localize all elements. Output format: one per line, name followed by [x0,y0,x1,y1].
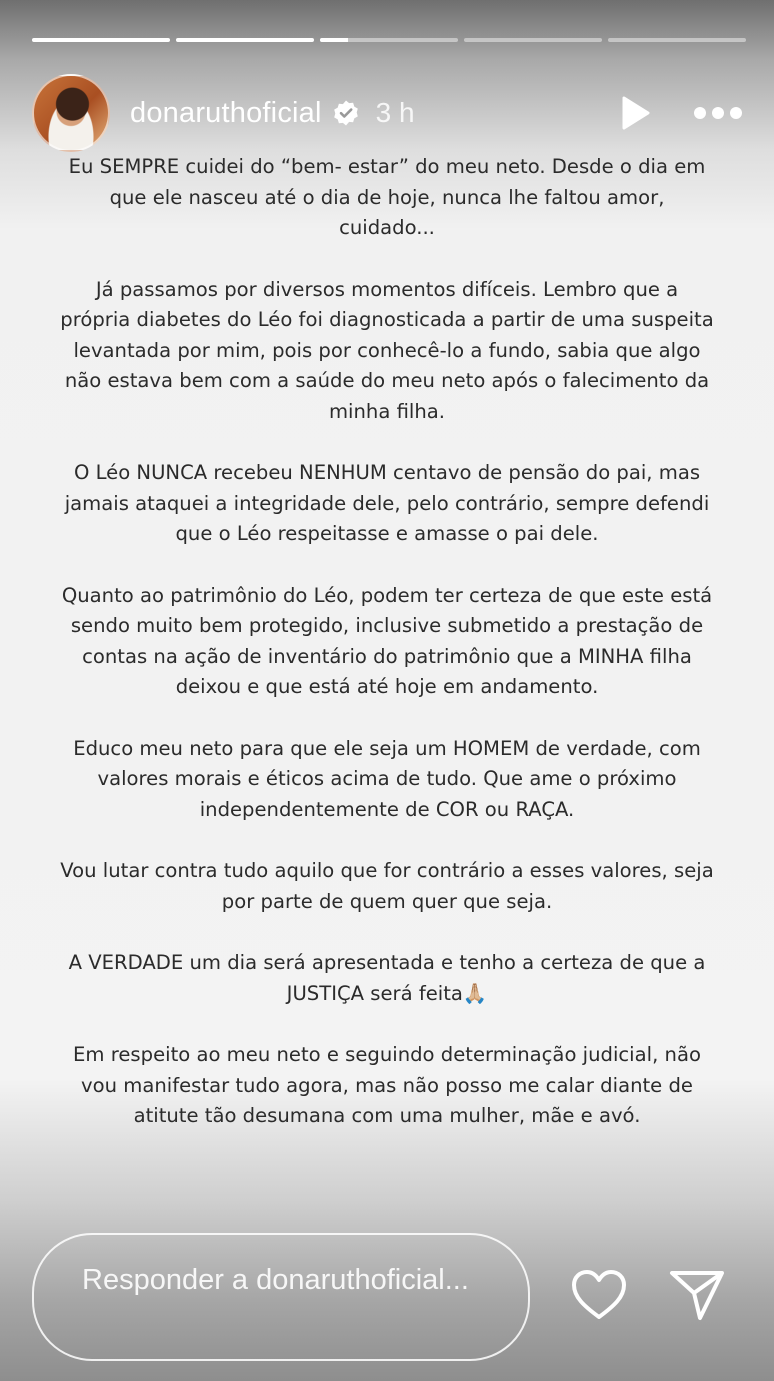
progress-fill [176,38,314,42]
username[interactable]: donaruthoficial [130,96,322,129]
story-paragraph: Quanto ao patrimônio do Léo, podem ter certeza de que este está sendo muito bem protegido, inclusive submetido a prestação de contas na ação de inventário do patrimônio que a MINHA filha deixou e que está até hoje em andamento. [61,583,713,698]
play-icon[interactable] [614,93,654,133]
progress-segment [32,38,170,42]
story-paragraph: A VERDADE um dia será apresentada e tenho a certeza de que a JUSTIÇA será feita🙏🏼 [68,951,706,1005]
story-paragraph: Em respeito ao meu neto e seguindo determinação judicial, não vou manifestar tudo agora, mas não posso me calar diante de atitute tão desumana com uma mulher, mãe e avó. [73,1043,701,1127]
story-progress-bar [32,38,746,42]
story-paragraph: Eu SEMPRE cuidei do “bem- estar” do meu neto. Desde o dia em que ele nasceu até o dia de hoje, nunca lhe faltou amor, cuidado... [68,155,706,239]
progress-fill [320,38,348,42]
verified-badge-icon [332,99,360,127]
progress-segment [608,38,746,42]
story-paragraph: Vou lutar contra tudo aquilo que for contrário a esses valores, seja por parte de quem quer que seja. [60,859,714,913]
progress-segment [320,38,458,42]
story-paragraph: O Léo NUNCA recebeu NENHUM centavo de pensão do pai, mas jamais ataquei a integridade dele, pelo contrário, sempre defendi que o Léo respeitasse e amasse o pai dele. [64,461,710,545]
post-time: 3 h [375,97,415,128]
progress-segment [464,38,602,42]
progress-segment [176,38,314,42]
story-paragraph: Educo meu neto para que ele seja um HOMEM de verdade, com valores morais e éticos acima de tudo. Que ame o próximo independentemente de COR ou RAÇA. [73,736,701,821]
heart-icon[interactable] [570,1268,628,1322]
avatar[interactable] [32,74,110,152]
more-options-icon[interactable] [694,105,746,121]
story-paragraph: Já passamos por diversos momentos difíceis. Lembro que a própria diabetes do Léo foi diagnosticada a partir de uma suspeita levantada por mim, pois por conhecê-lo a fundo, sabia que algo não estava bem com a saúde do meu neto após o falecimento da minha filha. [60,277,714,423]
reply-input[interactable] [32,1233,530,1361]
reply-placeholder: Responder a donaruthoficial... [82,1264,469,1296]
send-icon[interactable] [668,1268,726,1322]
story-text [60,152,714,1240]
story-header [32,74,746,152]
progress-fill [32,38,170,42]
